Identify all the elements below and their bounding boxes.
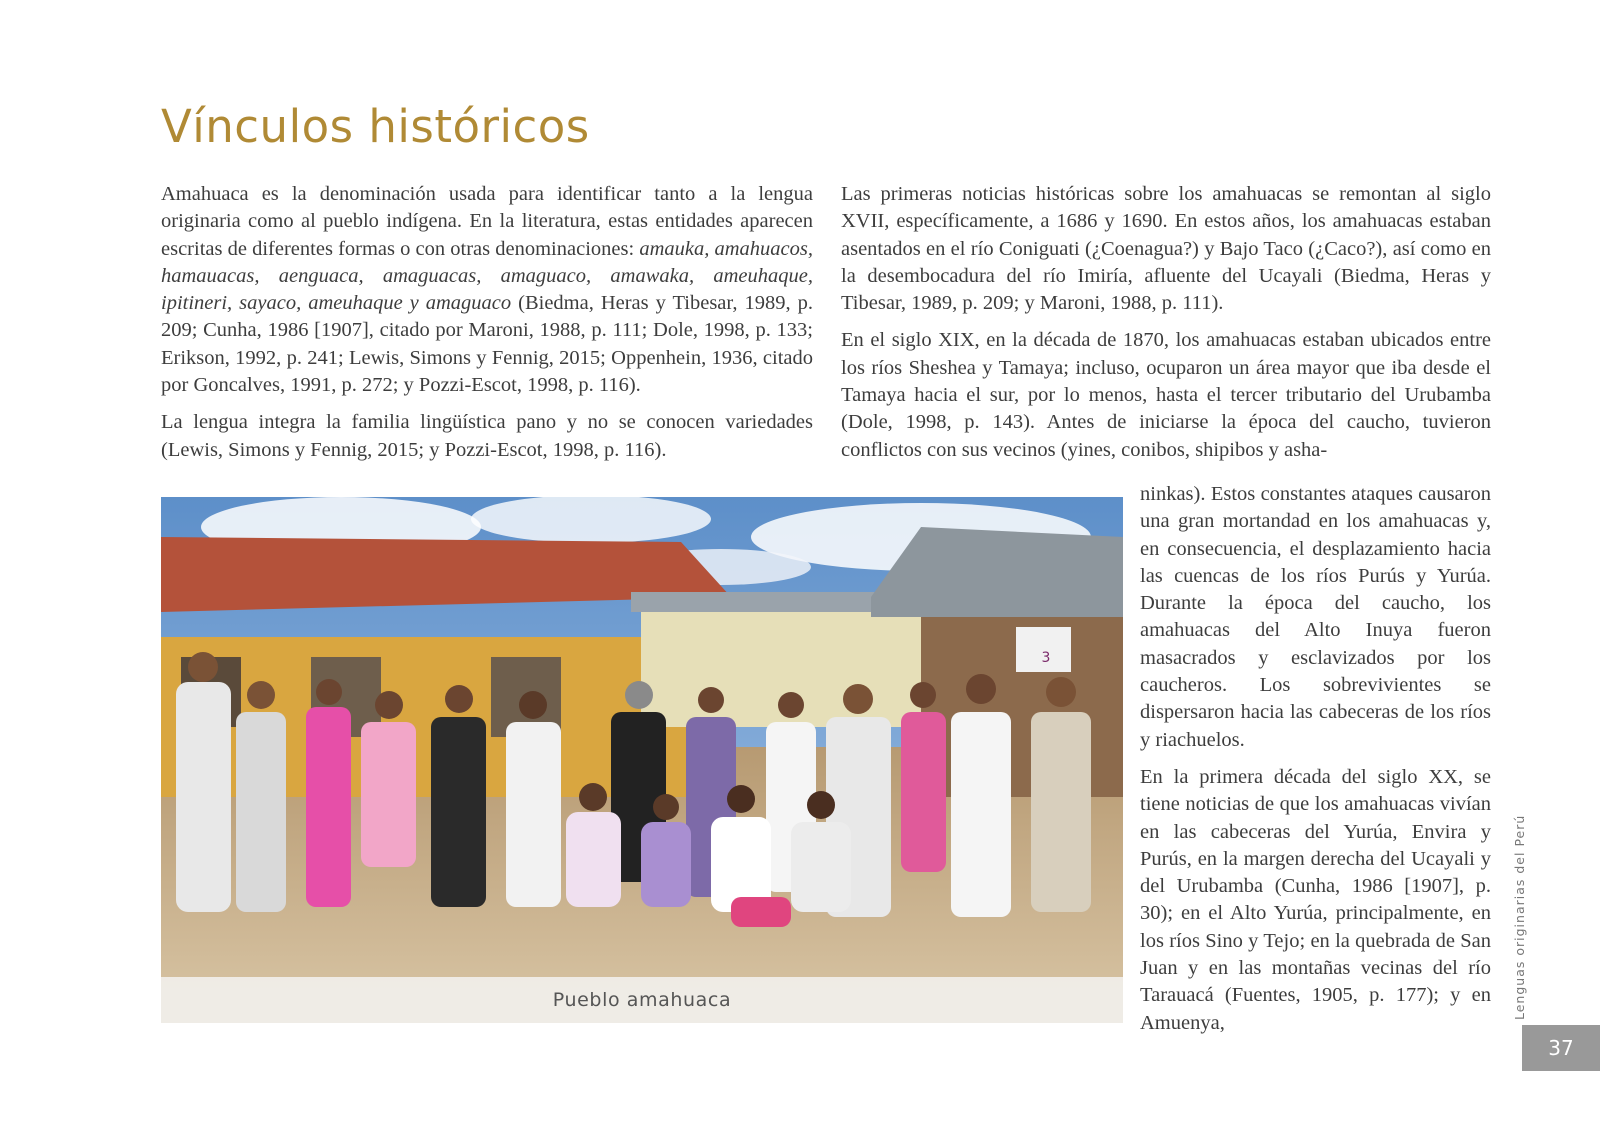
right-column-top: [841, 181, 1491, 474]
paragraph-1: [161, 181, 813, 399]
page-number: 37: [1522, 1025, 1600, 1071]
group-photo-illustration: [161, 497, 1123, 1023]
left-column: [161, 181, 813, 474]
photo-caption: Pueblo amahuaca: [161, 977, 1123, 1023]
paragraph-1-text-a: Amahuaca es la denominación usada para identificar tanto a la lengua originaria como al pueblo indígena. En la literatura, estas entidades aparecen escritas de diferentes formas o con otras denominaciones:: [161, 183, 813, 260]
paragraph-1-italic-names: amauka, amahuacos, hamauacas, aenguaca, amaguacas, amaguaco, amawaka, ameuhaque, ipitineri, sayaco, ameuhaque y amaguaco: [161, 237, 813, 315]
right-column-narrow: [1140, 481, 1491, 1047]
paragraph-4-start: En el siglo XIX, en la década de 1870, los amahuacas estaban ubicados entre los ríos Sheshea y Tamaya; incluso, ocuparon un área mayor que iba desde el Tamaya hacia el sur, por lo menos, hasta el tercer tributario del Urubamba (Dole, 1998, p. 143). Antes de iniciarse la época del caucho, tuvieron conflictos con sus vecinos (yines, conibos, shipibos y asha-: [841, 329, 1491, 461]
poster-number: 3: [1041, 650, 1051, 666]
group-photo: [161, 497, 1123, 1023]
paragraph-5: En la primera década del siglo XX, se tiene noticias de que los amahuacas vivían en las cabeceras del Yurúa, Envira y Purús, en la margen derecha del Ucayali y del Urubamba (Cunha, 1986 [1907], p. 30); en el Alto Yurúa, principalmente, en los ríos Sino y Tejo; en la quebrada de San Juan y en las montañas vecinas del río Tarauacá (Fuentes, 1905, p. 177); y en Amuenya,: [1140, 765, 1491, 1034]
paragraph-4-continued: ninkas). Estos constantes ataques causaron una gran mortandad en los amahuacas y, en consecuencia, el desplazamiento hacia las cuencas de los ríos Purús y Yurúa. Durante la época del caucho, los amahuacas del Alto Inuya fueron masacrados y esclavizados por los caucheros. Los sobrevivientes se dispersaron hacia las cabeceras de los ríos y riachuelos.: [1140, 483, 1491, 751]
paragraph-2: La lengua integra la familia lingüística pano y no se conocen variedades (Lewis, Simons y Fennig, 2015; y Pozzi-Escot, 1998, p. 116).: [161, 411, 813, 461]
page-title: Vínculos históricos: [161, 100, 590, 153]
side-label: Lenguas originarias del Perú: [1512, 814, 1527, 1020]
paragraph-3: Las primeras noticias históricas sobre los amahuacas se remontan al siglo XVII, específicamente, a 1686 y 1690. En estos años, los amahuacas estaban asentados en el río Coniguati (¿Coenagua?) y Bajo Taco (¿Caco?), así como en la desembocadura del río Imiría, afluente del Ucayali (Biedma, Heras y Tibesar, 1989, p. 209; y Maroni, 1988, p. 111).: [841, 183, 1491, 315]
paragraph-1-text-b: (Biedma, Heras y Tibesar, 1989, p. 209; Cunha, 1986 [1907], citado por Maroni, 1988, p. 111; Dole, 1998, p. 133; Erikson, 1992, p. 241; Lewis, Simons y Fennig, 2015; Oppenhein, 1936, citado por Goncalves, 1991, p. 272; y Pozzi-Escot, 1998, p. 116).: [161, 292, 813, 397]
